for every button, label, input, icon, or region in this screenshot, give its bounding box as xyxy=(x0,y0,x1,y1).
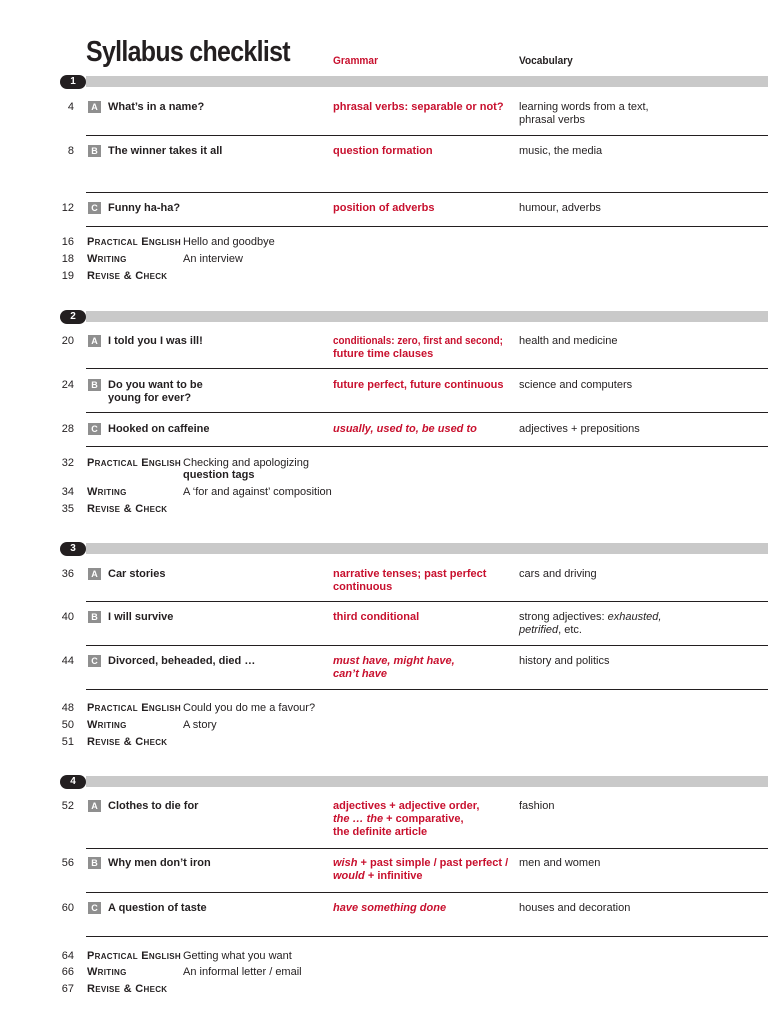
grammar-topic: narrative tenses; past perfect xyxy=(333,568,487,580)
grammar-topic: conditionals: zero, first and second; xyxy=(333,335,503,347)
lesson-title: Funny ha-ha? xyxy=(108,202,181,214)
unit-bar xyxy=(86,76,768,87)
section-label: Practical English xyxy=(87,457,181,469)
row-divider xyxy=(86,446,768,447)
grammar-topic: future perfect, future continuous xyxy=(333,379,504,391)
lesson-title: Car stories xyxy=(108,568,166,580)
row-divider xyxy=(86,645,768,646)
row-divider xyxy=(86,226,768,227)
section-label: Writing xyxy=(87,486,127,498)
grammar-topic: have something done xyxy=(333,902,447,914)
grammar-topic: can’t have xyxy=(333,668,388,680)
row-divider xyxy=(86,368,768,369)
unit-bar xyxy=(86,543,768,554)
page-number: 66 xyxy=(61,966,74,978)
section-topic: Getting what you want xyxy=(183,950,292,962)
section-topic: Checking and apologizing xyxy=(183,457,309,469)
section-label: Revise & Check xyxy=(87,270,168,282)
vocabulary-topic: humour, adverbs xyxy=(519,202,601,214)
section-topic: A story xyxy=(183,719,217,731)
vocabulary-topic: fashion xyxy=(519,800,555,812)
vocabulary-topic: adjectives + prepositions xyxy=(519,423,640,435)
lesson-letter-badge: B xyxy=(88,379,101,391)
section-topic: An informal letter / email xyxy=(183,966,302,978)
page-number: 4 xyxy=(67,101,74,113)
section-label: Revise & Check xyxy=(87,983,168,995)
lesson-letter-badge: C xyxy=(88,423,101,435)
grammar-topic: position of adverbs xyxy=(333,202,435,214)
page-number: 18 xyxy=(61,253,74,265)
page-number: 44 xyxy=(61,655,74,667)
lesson-letter-badge: A xyxy=(88,101,101,113)
page-number: 51 xyxy=(61,736,74,748)
section-label: Practical English xyxy=(87,702,181,714)
row-divider xyxy=(86,192,768,193)
section-label: Writing xyxy=(87,719,127,731)
unit-bar xyxy=(86,776,768,787)
page-number: 64 xyxy=(61,950,74,962)
section-label: Revise & Check xyxy=(87,503,168,515)
row-divider xyxy=(86,135,768,136)
page-number: 24 xyxy=(61,379,74,391)
grammar-topic: future time clauses xyxy=(333,348,434,360)
page-number: 67 xyxy=(61,983,74,995)
page-number: 34 xyxy=(61,486,74,498)
page-number: 19 xyxy=(61,270,74,282)
unit-bar xyxy=(86,311,768,322)
lesson-title: Divorced, beheaded, died … xyxy=(108,655,256,667)
grammar-topic: must have, might have, xyxy=(333,655,455,667)
lesson-letter-badge: A xyxy=(88,800,101,812)
row-divider xyxy=(86,848,768,849)
page-number: 32 xyxy=(61,457,74,469)
page-number: 48 xyxy=(61,702,74,714)
grammar-topic: adjectives + adjective order, xyxy=(333,800,480,812)
page-number: 28 xyxy=(61,423,74,435)
section-label: Writing xyxy=(87,966,127,978)
grammar-topic: usually, used to, be used to xyxy=(333,423,477,435)
page-number: 56 xyxy=(61,857,74,869)
row-divider xyxy=(86,892,768,893)
vocabulary-topic: petrified, etc. xyxy=(519,624,582,636)
grammar-topic: wish + past simple / past perfect / xyxy=(333,857,509,869)
lesson-title: I told you I was ill! xyxy=(108,335,203,347)
page-number: 60 xyxy=(61,902,74,914)
lesson-title: Hooked on caffeine xyxy=(108,423,210,435)
section-topic: A ‘for and against’ composition xyxy=(183,486,332,498)
unit-number-badge: 2 xyxy=(60,310,86,324)
lesson-letter-badge: B xyxy=(88,611,101,623)
section-topic: Hello and goodbye xyxy=(183,236,275,248)
vocabulary-topic: learning words from a text, xyxy=(519,101,649,113)
section-label: Writing xyxy=(87,253,127,265)
lesson-title: young for ever? xyxy=(108,392,192,404)
section-topic: Could you do me a favour? xyxy=(183,702,316,714)
grammar-topic: would + infinitive xyxy=(333,870,423,882)
vocabulary-topic: history and politics xyxy=(519,655,610,667)
page-number: 8 xyxy=(67,145,74,157)
unit-number-badge: 1 xyxy=(60,75,86,89)
section-label: Practical English xyxy=(87,950,181,962)
lesson-letter-badge: B xyxy=(88,145,101,157)
row-divider xyxy=(86,412,768,413)
lesson-letter-badge: C xyxy=(88,202,101,214)
lesson-title: Clothes to die for xyxy=(108,800,199,812)
page-number: 40 xyxy=(61,611,74,623)
lesson-title: Do you want to be xyxy=(108,379,203,391)
page-number: 16 xyxy=(61,236,74,248)
grammar-topic: question formation xyxy=(333,145,433,157)
lesson-title: The winner takes it all xyxy=(108,145,223,157)
vocabulary-topic: science and computers xyxy=(519,379,633,391)
page-number: 36 xyxy=(61,568,74,580)
row-divider xyxy=(86,936,768,937)
lesson-title: A question of taste xyxy=(108,902,207,914)
grammar-column-header: Grammar xyxy=(333,55,379,67)
lesson-title: What’s in a name? xyxy=(108,101,205,113)
page-number: 50 xyxy=(61,719,74,731)
grammar-topic: the definite article xyxy=(333,826,428,838)
vocabulary-topic: health and medicine xyxy=(519,335,618,347)
section-topic: An interview xyxy=(183,253,243,265)
page-number: 35 xyxy=(61,503,74,515)
lesson-letter-badge: C xyxy=(88,902,101,914)
lesson-letter-badge: C xyxy=(88,655,101,667)
grammar-topic: the … the + comparative, xyxy=(333,813,464,825)
lesson-title: Why men don’t iron xyxy=(108,857,211,869)
page-number: 12 xyxy=(61,202,74,214)
vocabulary-topic: houses and decoration xyxy=(519,902,631,914)
vocabulary-topic: cars and driving xyxy=(519,568,597,580)
lesson-letter-badge: A xyxy=(88,335,101,347)
vocabulary-topic: music, the media xyxy=(519,145,603,157)
row-divider xyxy=(86,689,768,690)
grammar-topic: third conditional xyxy=(333,611,420,623)
unit-number-badge: 3 xyxy=(60,542,86,556)
vocabulary-topic: strong adjectives: exhausted, xyxy=(519,611,662,623)
lesson-letter-badge: A xyxy=(88,568,101,580)
vocabulary-topic: phrasal verbs xyxy=(519,114,586,126)
row-divider xyxy=(86,601,768,602)
grammar-topic: phrasal verbs: separable or not? xyxy=(333,101,504,113)
lesson-title: I will survive xyxy=(108,611,174,623)
section-label: Practical English xyxy=(87,236,181,248)
vocabulary-topic: men and women xyxy=(519,857,601,869)
page-number: 20 xyxy=(61,335,74,347)
vocabulary-column-header: Vocabulary xyxy=(519,55,573,67)
section-label: Revise & Check xyxy=(87,736,168,748)
lesson-letter-badge: B xyxy=(88,857,101,869)
page-title: Syllabus checklist xyxy=(86,36,290,68)
section-topic: question tags xyxy=(183,469,255,481)
unit-number-badge: 4 xyxy=(60,775,86,789)
page-number: 52 xyxy=(61,800,74,812)
grammar-topic: continuous xyxy=(333,581,393,593)
